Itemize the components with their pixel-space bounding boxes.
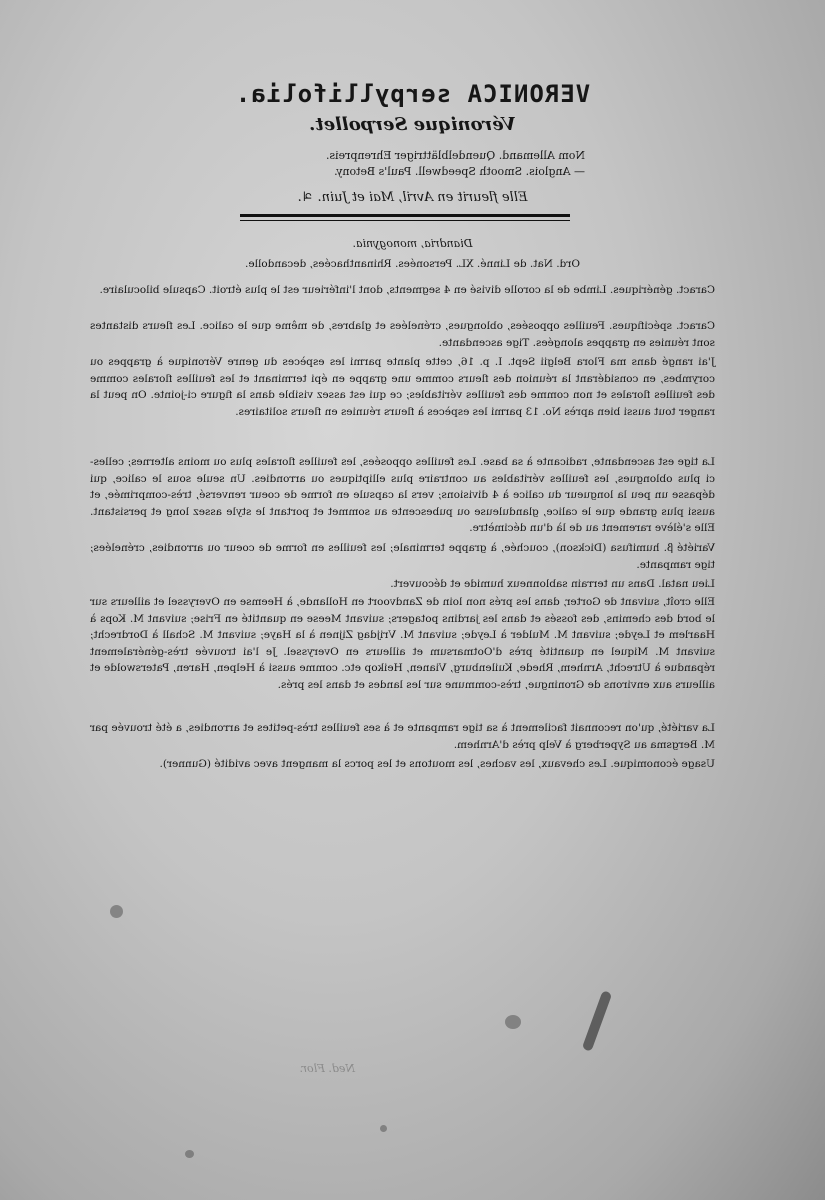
thick-divider (240, 214, 570, 217)
paragraph-localities: Elle croît, suivant de Gorter, dans les prés non loin de Zandvoort en Hollande, à Heemse en Overyssel et ailleurs sur le bord des chemins, des fossés et dans les jardins potagers; suivant Meese en quantité en Frise; suivant M. Kops à Haarlem et Leyde; suivant M. Mulder à Leyde; suivant M. Vrijdag Zijnen à la Haye; suivant M. Schall à Dordrecht; suivant M. Miquel en quantité près d'Ootmarsum et ailleurs en Overyssel. Je l'ai trouvée très-généralement répandue à Utrecht, Arnhem, Rhede, Kuilenburg, Vianen, Heikop etc. comme aussi à Helpen, Haren, Paterswolde et ailleurs aux environs de Groningue, très-commune sur les landes et dans les prés. (90, 596, 715, 691)
paragraph-description: La tige est ascendante, radicante à sa base. Les feuilles opposées, les feuilles florales plus ou moins alternes; celles-ci plus oblongues, les feuilles véritables au contraire plus elliptiques ou arrondies. Un seule sous le calice, qui dépasse un peu la longueur du calice à 4 divisions; vers la capsule en forme de coeur renversé, très-comprimée, et aussi plus grande que le calice, glanduleuse ou pubescente au sommet et portant le style assez long et persistant. Elle s'élève rarement au de là d'un décimètre. (90, 456, 715, 535)
linnaean-class: Diandria, monogynia. (352, 237, 473, 250)
paragraph-variety-locality: La variété, qu'on reconnait facilement à sa tige rampante et à ses feuilles très-petites et arrondies, a été trouvée par M. Bergsma au Syperberg à Velp près d'Arnhem. (90, 722, 715, 751)
paragraph-variety: Variété β. humifusa (Dickson), couchée, à grappe terminale; les feuilles en forme de coeur ou arrondies, crénelées; tige rampante. (90, 542, 715, 571)
thin-divider (240, 220, 570, 221)
flowering-period: Elle fleurit en Avril, Mai et Juin. ♃. (297, 190, 528, 205)
ink-spot (110, 905, 123, 918)
common-names (326, 148, 585, 180)
paragraph-economic-use: Usage économique. Les chevaux, les vaches, les moutons et les porcs la mangent avec avidité (Gunner). (159, 758, 715, 770)
paragraph-generic: Caract. génériques. Limbe de la corolle divisé en 4 segments, dont l'inférieur est le plus étroit. Capsule biloculaire. (99, 284, 715, 296)
paragraph-specific: Caract. spécifiques. Feuilles opposées, oblongues, crénelées et glabres, de même que le calice. Les fleurs distantes sont réunies en grappes alongées. Tige ascendante. (90, 320, 715, 349)
natural-order: Ord. Nat. de Linné. XL. Personées. Rhinanthacées, decandolle. (245, 258, 580, 270)
ink-spot (185, 1150, 194, 1158)
ink-spot (505, 1015, 521, 1029)
page-title: VERONICA serpyllifolia. (234, 80, 591, 108)
paragraph-habitat: Lieu natal. Dans un terrain sablonneux humide et découvert. (390, 578, 715, 590)
german-name: Nom Allemand. Quendelblättriger Ehrenpreis. (325, 149, 585, 162)
faint-bleedthrough-text: Ned. Flor. (299, 1062, 355, 1075)
english-name: — Anglois. Smooth Speedwell. Paul's Betony. (334, 165, 585, 178)
page-subtitle: Véronique Serpollet. (309, 114, 516, 135)
ink-spot (380, 1125, 387, 1132)
paragraph-classification-note: J'ai rangé dans ma Flora Belgii Sept. I. p. 16, cette plante parmi les espèces du genre Véronique à grappes ou corymbes, en considérant la réunion des fleurs comme une grappe en épi terminant et les feuilles florales comme des feuilles florales et non comme des feuilles véritables; ce qui est assez visible dans la figure ci-jointe. On peut la ranger tout aussi bien après No. 13 parmi les espèces à fleurs réunies en fleurs solitaires. (90, 356, 715, 418)
